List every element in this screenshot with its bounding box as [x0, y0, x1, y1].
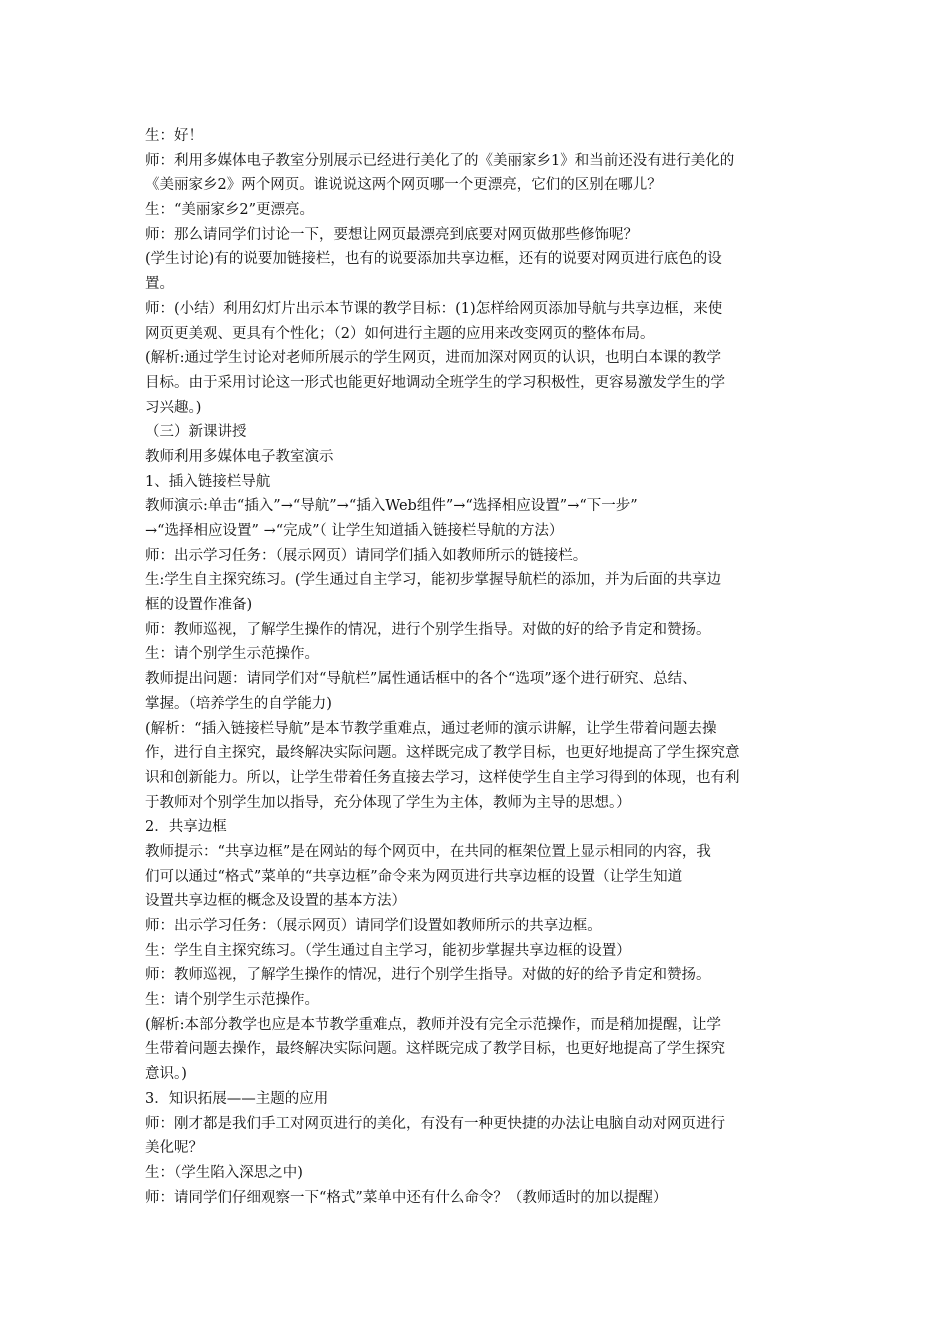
- text-line: 师：出示学习任务：（展示网页）请同学们设置如教师所示的共享边框。: [145, 918, 602, 934]
- text-line: 生：好！: [145, 128, 203, 144]
- text-line: 师：利用多媒体电子教室分别展示已经进行美化了的《美丽家乡1》和当前还没有进行美化的: [145, 152, 735, 169]
- text-line: 框的设置作准备): [145, 597, 253, 614]
- text-line: 设置共享边框的概念及设置的基本方法）: [145, 893, 406, 910]
- text-line: 目标。由于采用讨论这一形式也能更好地调动全班学生的学习积极性，更容易激发学生的学: [145, 374, 725, 391]
- text-line: 师：(小结）利用幻灯片出示本节课的教学目标：(1)怎样给网页添加导航与共享边框，来使: [145, 300, 723, 317]
- text-line: 生：“美丽家乡2”更漂亮。: [145, 202, 315, 219]
- section-heading: （三）新课讲授: [145, 424, 247, 441]
- text-line: 生：学生自主探究练习。（学生通过自主学习，能初步掌握共享边框的设置）: [145, 942, 631, 959]
- text-line: 于教师对个别学生加以指导，充分体现了学生为主体，教师为主导的思想。）: [145, 794, 631, 811]
- text-line: (学生讨论)有的说要加链接栏，也有的说要添加共享边框，还有的说要对网页进行底色的设: [145, 251, 722, 268]
- text-line: 师：那么请同学们讨论一下，要想让网页最漂亮到底要对网页做那些修饰呢？: [145, 226, 638, 243]
- text-line: 师：教师巡视，了解学生操作的情况，进行个别学生指导。对做的好的给予肯定和赞扬。: [145, 621, 711, 638]
- subsection-heading: 3．知识拓展——主题的应用: [145, 1090, 329, 1107]
- text-line: (解析:本部分教学也应是本节教学重难点，教师并没有完全示范操作，而是稍加提醒，让学: [145, 1016, 722, 1033]
- text-line: 作，进行自主探究，最终解决实际问题。这样既完成了教学目标，也更好地提高了学生探究意: [145, 745, 740, 762]
- text-line: 网页更美观、更具有个性化；（2）如何进行主题的应用来改变网页的整体布局。: [145, 325, 655, 342]
- text-line: 教师提示：“共享边框”是在网站的每个网页中，在共同的框架位置上显示相同的内容，我: [145, 843, 711, 860]
- text-line: 习兴趣。): [145, 399, 202, 416]
- text-line: 置。: [145, 276, 174, 293]
- text-line: 师：教师巡视，了解学生操作的情况，进行个别学生指导。对做的好的给予肯定和赞扬。: [145, 967, 711, 984]
- document-body: [145, 124, 813, 1210]
- subsection-heading: 2．共享边框: [145, 819, 227, 836]
- text-line: 生带着问题去操作，最终解决实际问题。这样既完成了教学目标，也更好地提高了学生探究: [145, 1041, 725, 1058]
- text-line: 掌握。（培养学生的自学能力): [145, 695, 332, 712]
- text-line: 识和创新能力。所以，让学生带着任务直接去学习，这样使学生自主学习得到的体现，也有利: [145, 769, 740, 786]
- text-line: 师：出示学习任务：（展示网页）请同学们插入如教师所示的链接栏。: [145, 547, 588, 564]
- text-line: 教师利用多媒体电子教室演示: [145, 448, 334, 465]
- subsection-heading: 1、插入链接栏导航: [145, 473, 271, 490]
- text-line: 教师提出问题：请同学们对“导航栏”属性通话框中的各个“选项”逐个进行研究、总结、: [145, 671, 697, 688]
- text-line: →“选择相应设置” →“完成”（ 让学生知道插入链接栏导航的方法）: [145, 523, 564, 539]
- text-line: (解析:通过学生讨论对老师所展示的学生网页，进而加深对网页的认识，也明白本课的教学: [145, 350, 722, 367]
- text-line: 们可以通过“格式”菜单的“共享边框”命令来为网页进行共享边框的设置（让学生知道: [145, 868, 683, 885]
- text-line: 师：刚才都是我们手工对网页进行的美化，有没有一种更快捷的办法让电脑自动对网页进行: [145, 1115, 725, 1132]
- text-line: 生：请个别学生示范操作。: [145, 646, 319, 663]
- text-line: 美化呢？: [145, 1140, 203, 1157]
- text-line: 生：请个别学生示范操作。: [145, 992, 319, 1009]
- text-line: (解析：“插入链接栏导航”是本节教学重难点，通过老师的演示讲解，让学生带着问题去操: [145, 720, 717, 737]
- text-line: 生：（学生陷入深思之中): [145, 1164, 303, 1181]
- text-line: 意识。): [145, 1066, 187, 1083]
- text-line: 生:学生自主探究练习。(学生通过自主学习，能初步掌握导航栏的添加，并为后面的共享边: [145, 572, 722, 589]
- text-line: 师：请同学们仔细观察一下“格式”菜单中还有什么命令？（教师适时的加以提醒）: [145, 1189, 668, 1206]
- text-line: 《美丽家乡2》两个网页。谁说说这两个网页哪一个更漂亮，它们的区别在哪儿？: [145, 177, 662, 194]
- text-line: 教师演示:单击“插入”→“导航”→“插入Web组件”→“选择相应设置”→“下一步”: [145, 498, 638, 515]
